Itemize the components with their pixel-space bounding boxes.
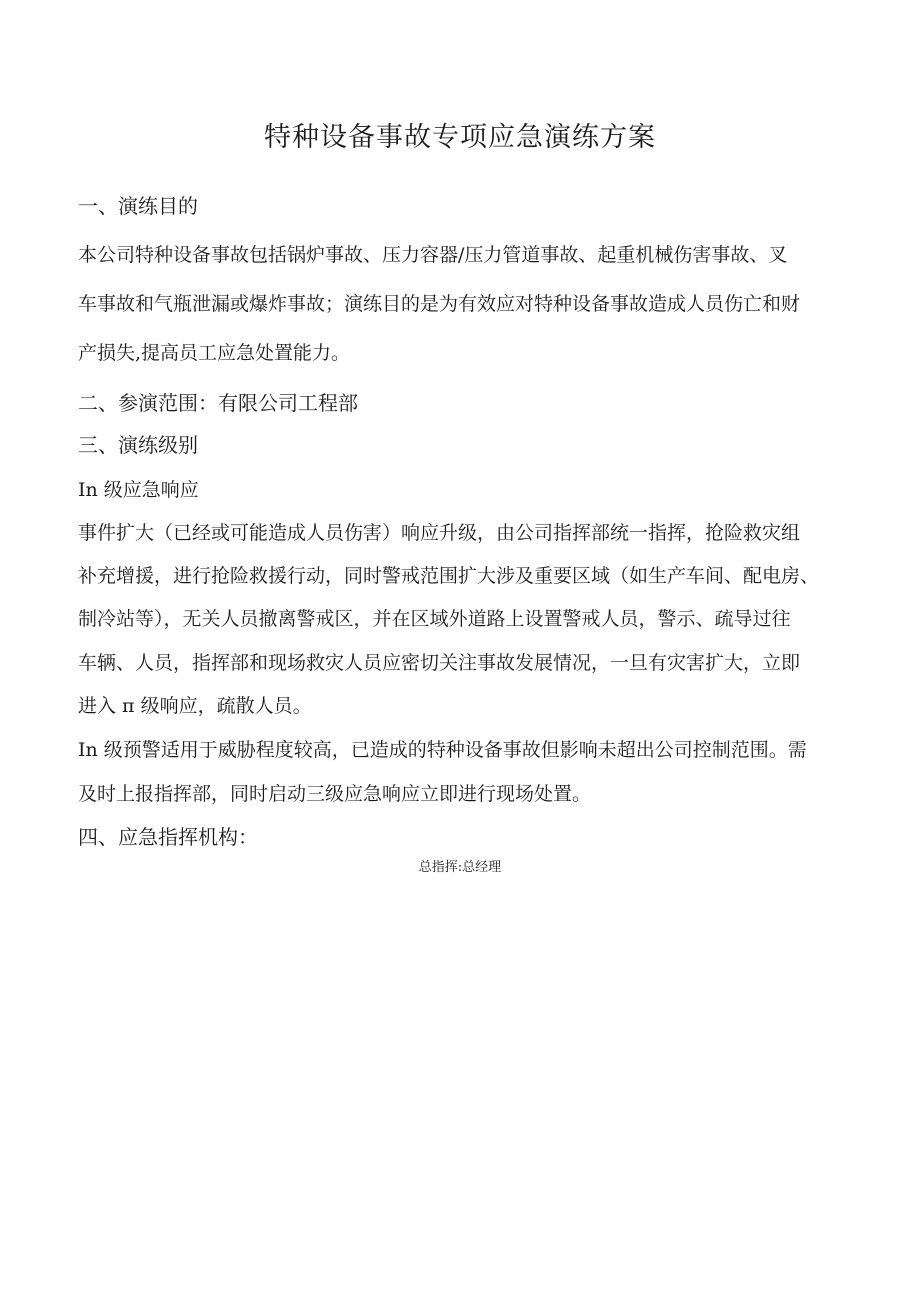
section3-heading: 三、演练级别 bbox=[78, 433, 198, 457]
section1-text-line: 本公司特种设备事故包括锅炉事故、压力容器/压力管道事故、起重机械伤害事故、叉 bbox=[78, 244, 788, 266]
section3-text-line: 补充增援，进行抢险救援行动，同时警戒范围扩大涉及重要区域（如生产车间、配电房、 bbox=[78, 565, 820, 587]
section2-heading: 二、参演范围：有限公司工程部 bbox=[78, 391, 358, 415]
section1-text-line: 产损失,提高员工应急处置能力。 bbox=[78, 342, 351, 364]
section3-text-line: 进入 π 级响应，疏散人员。 bbox=[78, 695, 312, 717]
org-chart-top-label: 总指挥:总经理 bbox=[418, 860, 502, 875]
section1-heading: 一、演练目的 bbox=[78, 194, 198, 218]
section4-heading: 四、应急指挥机构： bbox=[78, 825, 258, 849]
section3-text-line: 及时上报指挥部，同时启动三级应急响应立即进行现场处置。 bbox=[78, 783, 592, 805]
section3-subheading: In 级应急响应 bbox=[78, 479, 199, 501]
section3-text-line: 事件扩大（已经或可能造成人员伤害）响应升级，由公司指挥部统一指挥，抢险救灾组 bbox=[78, 522, 801, 544]
document-title: 特种设备事故专项应急演练方案 bbox=[264, 122, 656, 153]
section3-text-line: 制冷站等），无关人员撤离警戒区，并在区域外道路上设置警戒人员，警示、疏导过往 bbox=[78, 608, 791, 630]
section1-text-line: 车事故和气瓶泄漏或爆炸事故；演练目的是为有效应对特种设备事故造成人员伤亡和财 bbox=[78, 293, 801, 315]
section3-text-line: In 级预警适用于威胁程度较高，已造成的特种设备事故但影响未超出公司控制范围。需 bbox=[78, 739, 807, 761]
section3-text-line: 车辆、人员，指挥部和现场救灾人员应密切关注事故发展情况，一旦有灾害扩大，立即 bbox=[78, 652, 801, 674]
